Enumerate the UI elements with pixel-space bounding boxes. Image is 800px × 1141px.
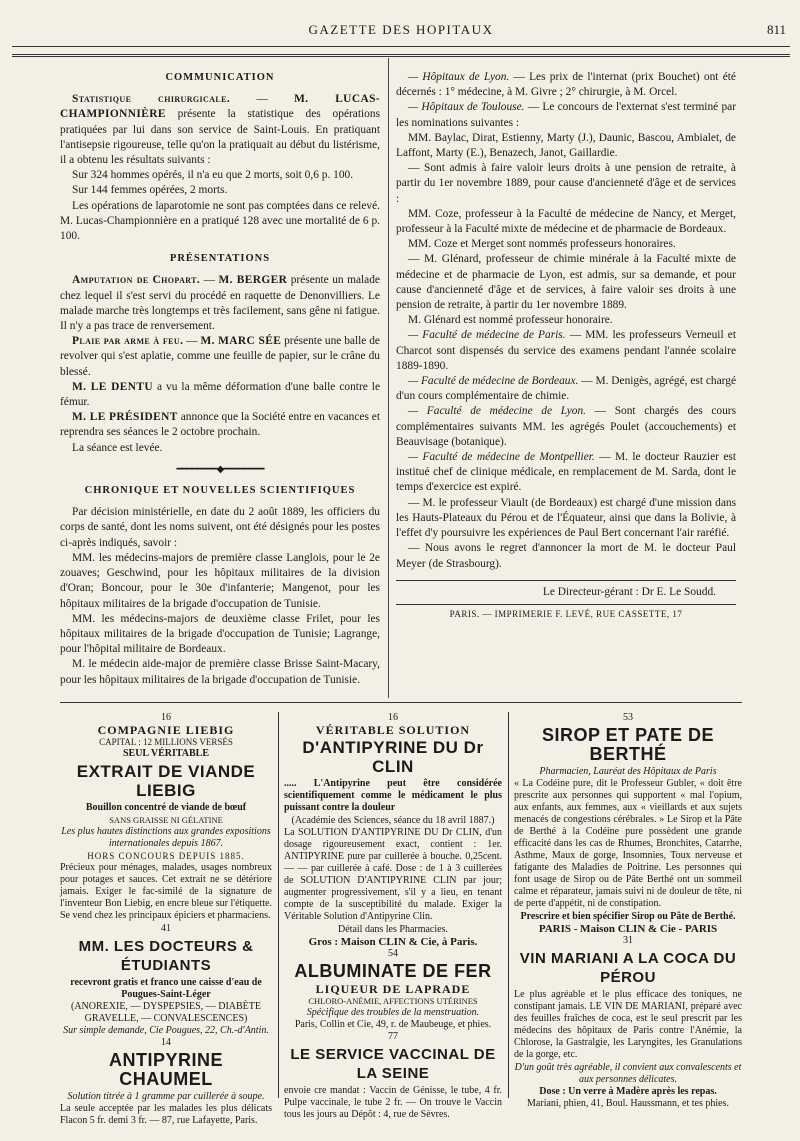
ad-column-middle: 16 VÉRITABLE SOLUTION D'ANTIPYRINE DU Dr CLIN ..... L'Antipyrine peut être considérée scientifiquement comme le médicament le plus puissant contre la douleur (Académie des Sciences, séance du 18 avril 1887.) La SOLUTION D'ANTIPYRINE DU Dr CLIN, d'un dosage rigoureusement exact, contient : 1er. ANTIPYRINE pure par cuillerée à bouche. 0,25cent. — — par cuillerée à café. Dose : de 1 à 3 cuillerées de SOLUTION D'ANTIPYRINE CLIN par jour; augmenter progressivement, s'il y a lieu, en tenant compte de la susceptibilité du malade. Exiger la Véritable Solution d'Antipyrine Clin. Détail dans les Pharmacies. Gros : Maison CLIN & Cie, à Paris. 54 ALBUMINATE DE FER LIQUEUR DE LAPRADE CHLORO-ANÉMIE, AFFECTIONS UTÉRINES Spécifique des troubles de la menstruation. Paris, Collin et Cie, 49, r. de Maubeuge, et phies. 77 LE SERVICE VACCINAL DE LA SEINE envoie cre mandat : Vaccin de Génisse, le tube, 4 fr. Pulpe vaccinale, le tube 2 fr. — On trouve le Vaccin tous les jours au Dépôt : 4, rue de Sèvres.	[284, 712, 502, 1120]
section-heading-presentations: PRÉSENTATIONS	[169, 253, 271, 265]
section-heading-chronique: CHRONIQUE ET NOUVELLES SCIENTIFIQUES	[84, 485, 356, 497]
header-double-rule	[12, 54, 790, 57]
paragraph: MM. Coze, professeur à la Faculté de médecine de Nancy, et Merget, professeur à la Faculté mixte de médecine et de pharmacie de Bordeaux.	[396, 207, 736, 236]
ad-antipyrine-chaumel-headline: ANTIPYRINE CHAUMEL	[108, 1050, 223, 1089]
paragraph: Plaie par arme à feu. — M. MARC SÉE présente une balle de revolver qui s'est aplatie, comme une feuille de papier, sur le crâne du blessé.	[60, 335, 380, 378]
paragraph: Sur 324 hommes opérés, il n'a eu que 2 morts, soit 0,6 p. 100.	[72, 169, 354, 182]
paragraph: Amputation de Chopart. — M. BERGER présente un malade chez lequel il s'est servi du procédé en raquette de Denonvilliers. Le malade marche très longtemps et très facilement, sans gêne ni fatigue. Il n'y a pas trace de renversement.	[60, 274, 380, 333]
paragraph: — Nous avons le regret d'annoncer la mort de M. le docteur Paul Meyer (de Strasbourg).	[396, 542, 736, 570]
ad-column-left: 16 COMPAGNIE LIEBIG CAPITAL : 12 MILLIONS VERSÉS SEUL VÉRITABLE EXTRAIT DE VIANDE LIEBIG Bouillon concentré de viande de bœuf SANS GRAISSE NI GÉLATINE Les plus hautes distinctions aux grandes expositions internationales depuis 1867. HORS CONCOURS DEPUIS 1885. Précieux pour ménages, malades, usages nombreux pour potages et sauces. Cet extrait ne se détériore jamais. Exiger le fac-similé de la signature de l'inventeur Bon Liebig, en encre bleue sur l'étiquette. Se vend chez les principaux épiciers et pharmaciens. 41 MM. LES DOCTEURS & ÉTUDIANTS recevront gratis et franco une caisse d'eau de Pougues-Saint-Léger (ANOREXIE, — DYSPEPSIES, — DIABÈTE GRAVELLE, — CONVALESCENCES) Sur simple demande, Cie Pougues, 22, Ch.-d'Antin. 14 ANTIPYRINE CHAUMEL Solution titrée à 1 gramme par cuillerée à soupe. La seule acceptée par les malades les plus délicats Flacon 5 fr. demi 3 fr. — 87, rue Lafayette, Paris.	[60, 712, 272, 1126]
right-column	[396, 70, 736, 622]
paragraph: — M. Glénard, professeur de chimie minérale à la Faculté mixte de médecine et de pharmacie de Lyon, est admis, sur sa demande, et pour cause d'ancienneté d'âge et de services, à faire valoir ses droits à une pension de retraite, à partir du 1er novembre 1889.	[396, 253, 736, 312]
page-number: 811	[766, 22, 786, 37]
signature: Le Directeur-gérant : Dr E. Le Soudd.	[542, 585, 716, 598]
paragraph-lead: Statistique chirurgicale.	[72, 93, 231, 106]
ornament-divider: ━━━━━━━━◆━━━━━━━━	[176, 463, 264, 475]
ad-number: 16	[161, 712, 171, 723]
author-name: M. LUCAS-CHAMPIONNIÈRE	[60, 93, 380, 121]
ad-divider	[508, 712, 509, 1098]
paragraph: Par décision ministérielle, en date du 2 août 1889, les officiers du corps de santé, dont les noms suivent, ont été désignés pour les postes ci-après indiqués, savoir :	[60, 506, 380, 549]
paragraph: MM. Baylac, Dirat, Estienny, Marty (J.), Daunic, Bascou, Ambialet, de Laffont, Marty (E.), Benazech, Janot, Gaillardie.	[396, 131, 736, 160]
paragraph: Sur 144 femmes opérées, 2 morts.	[72, 184, 228, 197]
ad-liebig-company: COMPAGNIE LIEBIG	[97, 723, 235, 737]
ad-liebig-headline: EXTRAIT DE VIANDE LIEBIG	[76, 762, 256, 800]
ad-column-right: 53 SIROP ET PATE DE BERTHÉ Pharmacien, Lauréat des Hôpitaux de Paris « La Codéine pure, dit le Professeur Gubler, « doit être prescrite aux personnes qui supportent « mal l'opium, aux enfants, aux femmes, aux « vieillards et aux sujets menacés de congestions cérébrales. » Le Sirop et la Pâte de Berthé à la Codéine pure possèdent une grande efficacité dans les cas de Rhumes, Bronchites, Catarrhe, Asthme, Maux de gorge, Insomnies, Toux nerveuse et fatigante des Maladies de Poitrine. Les personnes qui font usage de Sirop ou de Pâte Berthé ont un sommeil calme et réparateur, jamais suivi ni de douleur de tête, ni de perte d'appétit, ni de constipation. Prescrire et bien spécifier Sirop ou Pâte de Berthé. PARIS - Maison CLIN & Cie - PARIS 31 VIN MARIANI A LA COCA DU PÉROU Le plus agréable et le plus efficace des toniques, ne constipant jamais. LE VIN DE MARIANI, préparé avec des feuilles fraîches de coca, est le seul prescrit par les médecins des hôpitaux de Paris contre l'Anémie, la Chlorose, la Gastralgie, les Laryngites, les Granulations de la gorge, etc. D'un goût très agréable, il convient aux convalescents et aux personnes délicates. Dose : Un verre à Madère après les repas. Mariani, phien, 41, Boul. Haussmann, et tes phies.	[514, 712, 742, 1109]
ad-pougues-headline: MM. LES DOCTEURS & ÉTUDIANTS	[78, 938, 254, 974]
ad-clin-headline: D'ANTIPYRINE DU Dr CLIN	[302, 738, 484, 776]
ad-berthe-headline: SIROP ET PATE DE BERTHÉ	[541, 725, 715, 764]
paragraph: — Faculté de médecine de Paris. — MM. les professeurs Verneuil et Charcot sont dispensés du service des examens pendant l'année scolaire 1889-1890.	[396, 329, 736, 372]
paragraph: La séance est levée.	[72, 441, 163, 454]
paragraph: MM. les médecins-majors de première classe Langlois, pour le 2e zouaves; Geschwind, pour les hôpitaux militaires de la division d'Oran; Boncour, pour le 30e d'infanterie; Mangenot, pour les hôpitaux militaires de la brigade d'occupation de Tunisie.	[60, 551, 380, 610]
ad-vaccinal-headline: LE SERVICE VACCINAL DE LA SEINE	[290, 1046, 496, 1082]
paragraph: Les opérations de laparotomie ne sont pas comptées dans ce relevé. M. Lucas-Championnière en a pratiqué 128 avec une mortalité de 6 p. 100.	[60, 199, 380, 243]
paragraph: M. le médecin aide-major de première classe Brisse Saint-Macary, pour les hôpitaux militaires de la brigade d'occupation de Tunisie.	[60, 658, 380, 686]
ad-divider	[278, 712, 279, 1098]
paragraph: — Faculté de médecine de Bordeaux. — M. Denigès, agrégé, est chargé d'un cours complémentaire de chimie.	[396, 375, 736, 403]
paragraph: — Hôpitaux de Toulouse. — Le concours de l'externat s'est terminé par les nominations suivantes :	[396, 101, 736, 129]
paragraph: — M. le professeur Viault (de Bordeaux) est chargé d'une mission dans les Hauts-Plateaux du Pérou et de l'Équateur, ainsi que dans la Bolivie, à l'effet d'y poursuivre les expériences de Paul Bert concernant l'air raréfié.	[396, 496, 736, 540]
header-rule	[12, 46, 790, 47]
ad-albuminate-headline: ALBUMINATE DE FER	[294, 961, 492, 981]
page-header	[12, 22, 790, 44]
left-column	[60, 70, 380, 688]
paragraph: — Sont admis à faire valoir leurs droits à une pension de retraite, à partir du 1er novembre 1889, pour cause d'ancienneté d'âge et de services :	[396, 162, 736, 205]
ad-mariani-headline: VIN MARIANI A LA COCA DU PÉROU	[519, 950, 737, 986]
paragraph: MM. Coze et Merget sont nommés professeurs honoraires.	[408, 238, 676, 251]
section-heading-communication: COMMUNICATION	[165, 72, 275, 83]
column-divider	[388, 58, 389, 698]
paragraph: — Faculté de médecine de Montpellier. — M. le docteur Rauzier est institué chef de clinique médicale, en remplacement de M. Sarda, dont le temps d'exercice est expiré.	[396, 451, 736, 494]
advertisements	[60, 712, 742, 1126]
paragraph: Statistique chirurgicale. — M. LUCAS-CHAMPIONNIÈRE présente la statistique des opérations pratiquées par lui dans son service de Saint-Louis. En pratiquant l'antisepsie rigoureuse, telle qu'on la pratiquait au début du listérisme, il a obtenu les résultats suivants :	[60, 93, 380, 167]
paragraph: M. Glénard est nommé professeur honoraire.	[408, 314, 613, 327]
ads-top-rule	[60, 702, 742, 703]
imprint: PARIS. — IMPRIMERIE F. LEVÉ, RUE CASSETTE, 17	[449, 608, 683, 619]
paragraph: — Hôpitaux de Lyon. — Les prix de l'internat (prix Bouchet) ont été décernés : 1° médecine, à M. Givre ; 2° chirurgie, à M. Orcel.	[396, 71, 736, 99]
paragraph: M. LE PRÉSIDENT annonce que la Société entre en vacances et reprendra ses séances le 2 octobre prochain.	[60, 411, 380, 439]
journal-title: GAZETTE DES HOPITAUX	[308, 22, 494, 37]
paragraph: MM. les médecins-majors de deuxième classe Frilet, pour les hôpitaux militaires de la brigade d'occupation de Tunisie; Lagrange, pour l'hôpital militaire de Bordeaux.	[60, 612, 380, 656]
paragraph: M. LE DENTU a vu la même déformation d'une balle contre le fémur.	[60, 380, 381, 409]
paragraph: — Faculté de médecine de Lyon. — Sont chargés des cours complémentaires suivants MM. les agrégés Poulet (accouchements) et Beauvisage (botanique).	[396, 405, 736, 448]
